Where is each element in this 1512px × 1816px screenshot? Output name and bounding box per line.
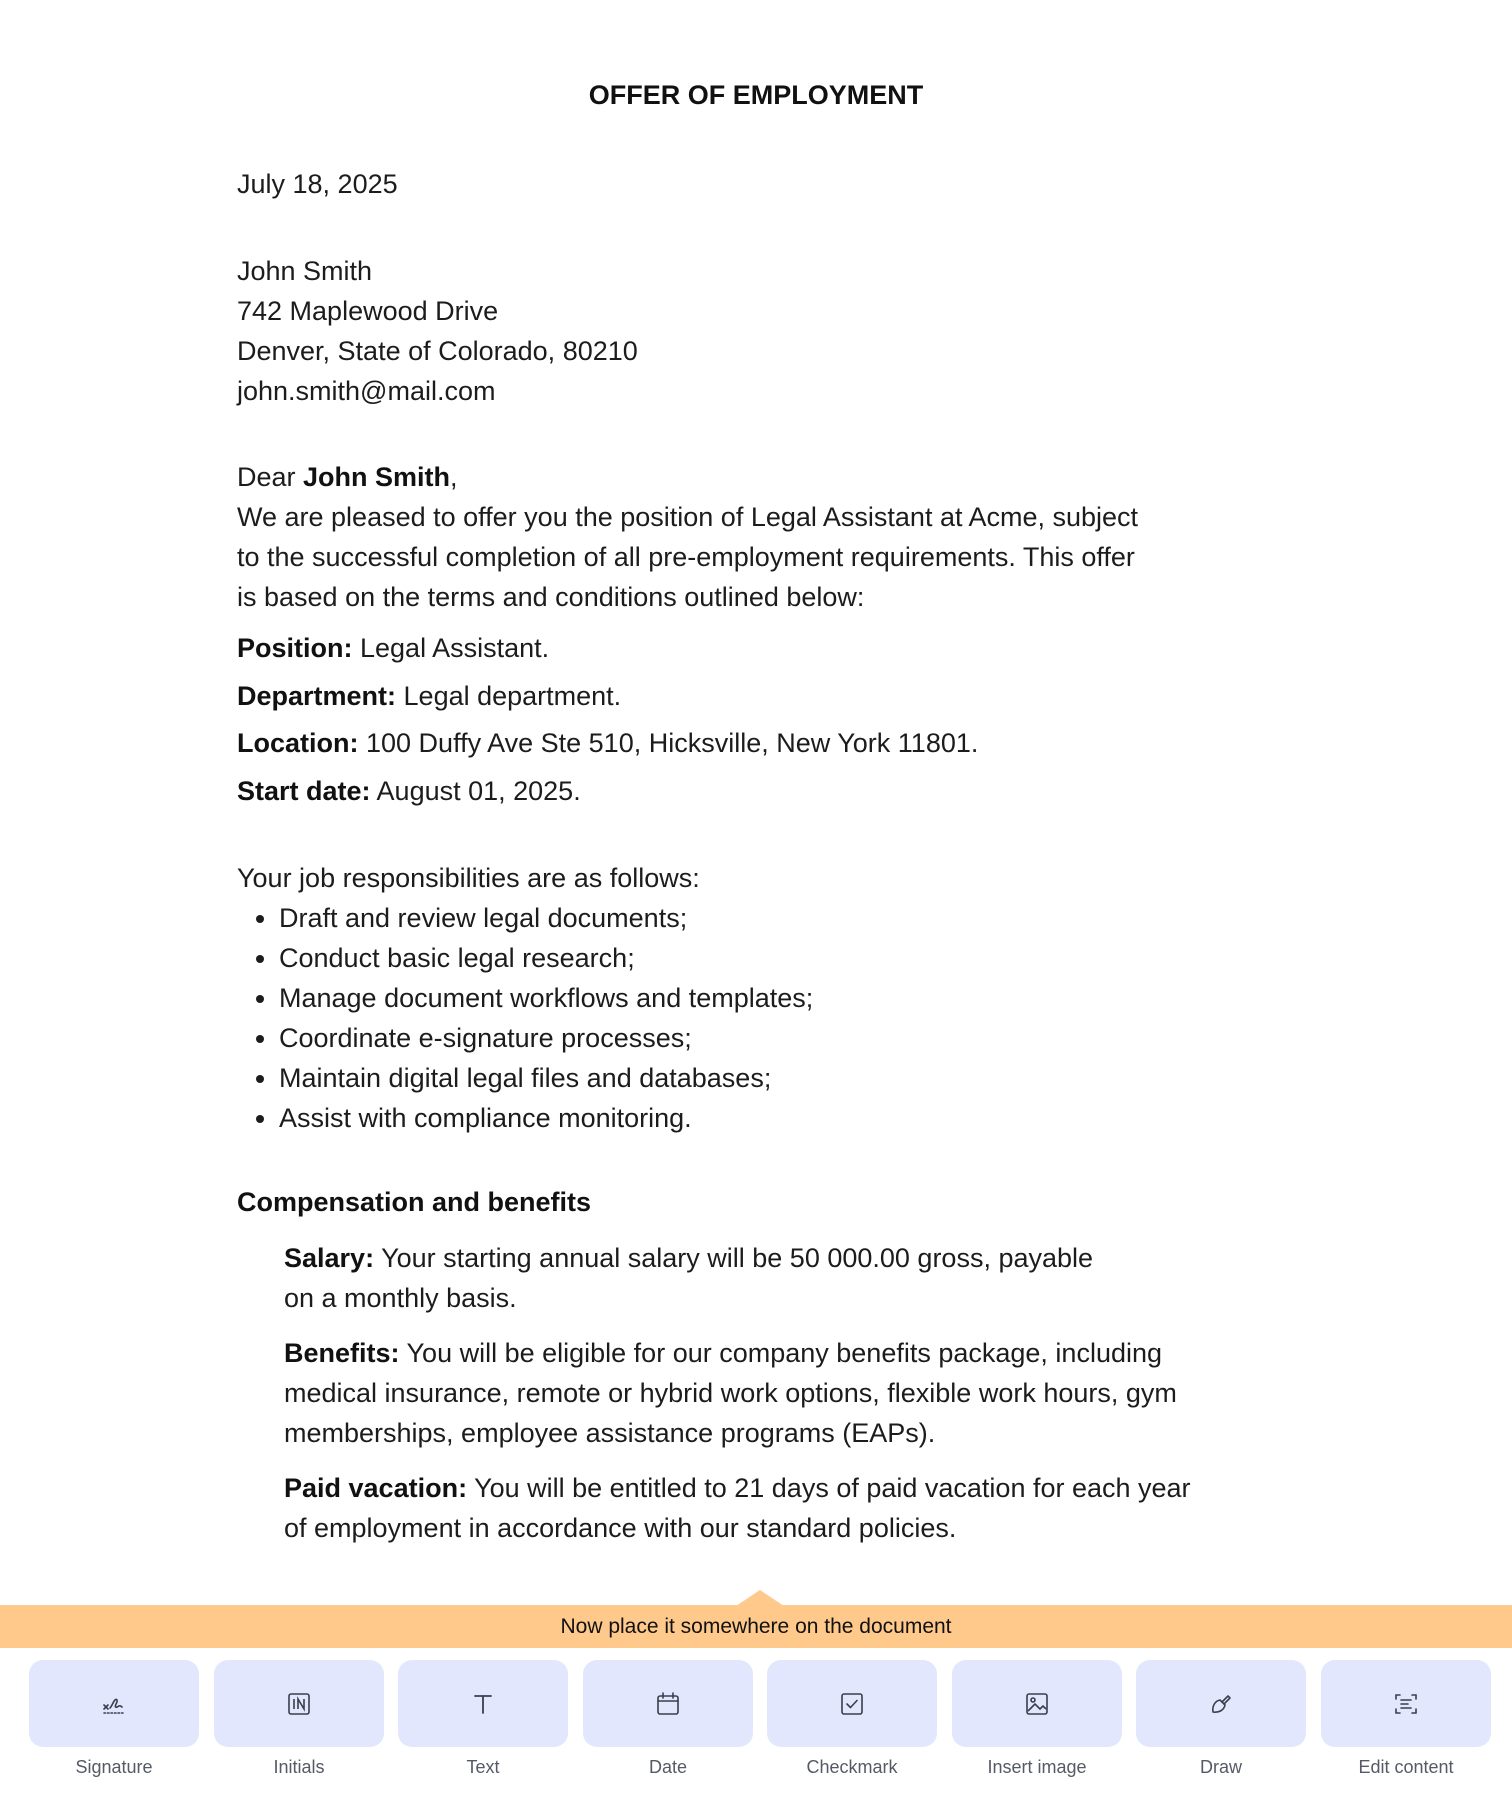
compensation-line: medical insurance, remote or hybrid work options, flexible work hours, gym [284,1378,1177,1408]
list-item: • Maintain digital legal files and databases; [279,1058,1277,1098]
compensation-text: You will be eligible for our company benefits package, including [399,1338,1163,1368]
edit-content-icon [1392,1690,1420,1718]
term-value: 100 Duffy Ave Ste 510, Hicksville, New York 11801. [358,728,979,758]
tool-label: Text [466,1757,500,1777]
compensation-vacation [284,1468,1294,1548]
edit-content-tool-button[interactable] [1321,1660,1491,1778]
tool-label: Date [648,1757,688,1777]
term-department [237,676,1277,716]
compensation-text: Your starting annual salary will be 50 000.00 gross, payable [374,1243,1094,1273]
term-position [237,628,1277,668]
compensation-text: You will be entitled to 21 days of paid vacation for each year [467,1473,1191,1503]
signature-tool-button[interactable] [29,1660,199,1778]
term-label: Start date: [237,775,371,806]
tool-label: Edit content [1358,1757,1454,1777]
compensation-line [284,1238,1294,1278]
intro-line: to the successful completion of all pre-employment requirements. This offer [237,542,1135,572]
tool-label: Signature [75,1757,153,1777]
compensation-label: Benefits: [284,1338,400,1368]
term-value: Legal department. [396,680,622,711]
compensation-line: of employment in accordance with our standard policies. [284,1513,957,1543]
brush-icon [1207,1690,1235,1718]
term-label: Position: [237,633,353,663]
draw-tool-button[interactable] [1136,1660,1306,1778]
intro-line: We are pleased to offer you the position of Legal Assistant at Acme, subject [237,502,1139,532]
intro-line: is based on the terms and conditions outlined below: [237,582,865,612]
banner-pointer [736,1590,784,1606]
responsibilities-list [237,898,1277,1138]
compensation-heading: Compensation and benefits [237,1187,592,1217]
list-item: • Conduct basic legal research; [279,938,1277,978]
term-location [237,723,1277,763]
list-item: • Coordinate e-signature processes; [279,1018,1277,1058]
term-label: Department: [237,680,397,711]
tool-label: Draw [1199,1757,1242,1777]
text-tool-button[interactable] [398,1660,568,1778]
responsibilities-section [237,858,1277,1138]
term-start-date [237,771,1277,811]
term-value: August 01, 2025. [370,775,581,806]
compensation-line: memberships, employee assistance programs (EAPs). [284,1418,936,1448]
tool-button-surface[interactable] [767,1660,937,1747]
tool-label: Initials [273,1757,325,1777]
recipient-address [237,251,1277,411]
compensation-line [284,1333,1294,1373]
image-icon [1023,1690,1051,1718]
greeting-prefix: Dear [237,462,304,492]
letter-date: July 18, 2025 [237,169,398,199]
tool-button-surface[interactable] [1321,1660,1491,1747]
initials-icon [285,1690,313,1718]
checkbox-icon [838,1690,866,1718]
tool-label: Checkmark [806,1757,898,1777]
greeting-name: John Smith [303,462,451,492]
placement-hint-banner: Now place it somewhere on the document [0,1605,1512,1648]
compensation-line [284,1468,1294,1508]
tool-label: Insert image [987,1757,1087,1777]
compensation-line: on a monthly basis. [284,1283,517,1313]
term-value: Legal Assistant. [352,633,550,663]
recipient-city: Denver, State of Colorado, 80210 [237,336,638,366]
compensation-label: Paid vacation: [284,1473,468,1503]
term-label: Location: [237,728,359,758]
date-tool-button[interactable] [583,1660,753,1778]
initials-tool-button[interactable] [214,1660,384,1778]
compensation-label: Salary: [284,1243,375,1273]
list-item: • Manage document workflows and templates; [279,978,1277,1018]
recipient-name: John Smith [237,256,373,286]
tool-button-surface[interactable] [29,1660,199,1747]
tool-button-surface[interactable] [1136,1660,1306,1747]
responsibilities-intro: Your job responsibilities are as follows: [237,863,700,893]
offer-terms [237,628,1277,818]
tool-button-surface[interactable] [952,1660,1122,1747]
checkmark-tool-button[interactable] [767,1660,937,1778]
calendar-icon [654,1690,682,1718]
tool-button-surface[interactable] [583,1660,753,1747]
letter-intro [237,457,1277,617]
greeting [237,457,1277,497]
tool-button-surface[interactable] [214,1660,384,1747]
field-toolbar [0,1648,1512,1816]
list-item: • Draft and review legal documents; [279,898,1277,938]
recipient-street: 742 Maplewood Drive [237,296,499,326]
recipient-email: john.smith@mail.com [237,376,496,406]
greeting-suffix: , [450,462,458,492]
list-item: • Assist with compliance monitoring. [279,1098,1277,1138]
insert-image-tool-button[interactable] [952,1660,1122,1778]
document-title: OFFER OF EMPLOYMENT [588,80,924,110]
compensation-benefits [284,1333,1294,1453]
signature-icon [100,1690,128,1718]
text-icon [469,1690,497,1718]
tool-button-surface[interactable] [398,1660,568,1747]
compensation-salary [284,1238,1294,1318]
